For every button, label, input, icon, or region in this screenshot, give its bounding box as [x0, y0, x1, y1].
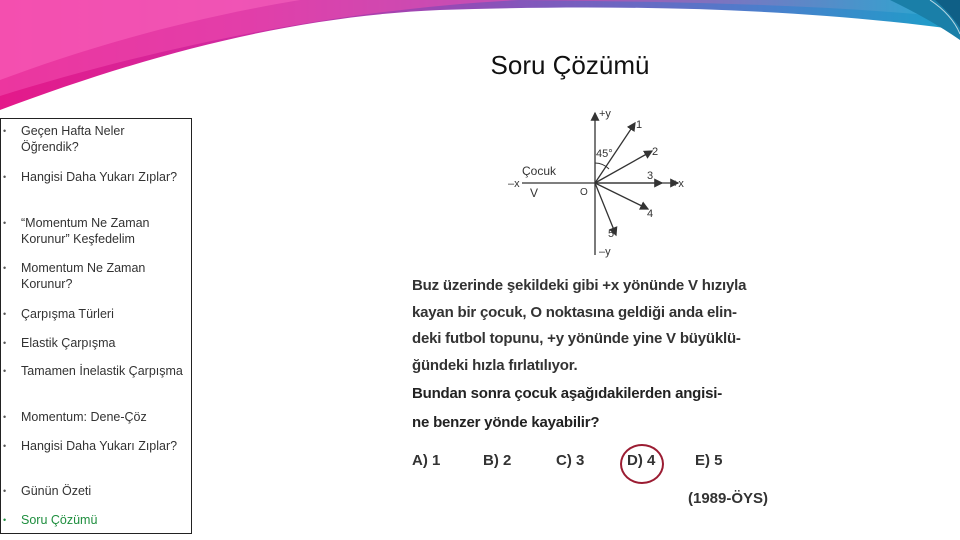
label-arrow-2: 2 [652, 146, 659, 158]
sidebar-item-label: Elastik Çarpışma [21, 336, 116, 350]
bullet-icon: • [3, 412, 7, 422]
label-minus-y: –y [599, 246, 611, 258]
question-line: deki futbol topunu, +y yönünde yine V büyüklü- [412, 330, 741, 347]
slide-title: Soru Çözümü [490, 50, 650, 80]
sidebar-item-hangisi-yukari[interactable] [3, 169, 184, 185]
question-line: kayan bir çocuk, O noktasına geldiği anda elin- [412, 303, 737, 321]
sidebar-item-label: Günün Özeti [21, 484, 92, 498]
sidebar-item-label: “Momentum Ne Zaman Korunur” Keşfedelim [21, 216, 150, 246]
bullet-icon: • [3, 366, 7, 376]
sidebar-item-elastik[interactable] [3, 335, 184, 351]
sidebar-item-label: Çarpışma Türleri [21, 307, 114, 321]
label-arrow-4: 4 [647, 208, 654, 220]
bullet-icon: • [3, 218, 7, 228]
sidebar-item-kesfedelim[interactable] [3, 215, 184, 247]
label-arrow-3: 3 [647, 170, 654, 182]
bullet-icon: • [3, 172, 7, 182]
option-c[interactable]: C) 3 [556, 452, 585, 469]
bullet-icon: • [3, 486, 7, 496]
option-d[interactable]: D) 4 [627, 452, 656, 469]
label-minus-x: –x [508, 178, 520, 190]
sidebar-item-gunun-ozeti[interactable] [3, 483, 184, 499]
sidebar-item-label: Momentum Ne Zaman Korunur? [21, 261, 146, 291]
label-plus-x: +x [672, 178, 684, 190]
option-a[interactable]: A) 1 [412, 452, 441, 469]
bullet-icon: • [3, 263, 7, 273]
question-line: Buz üzerinde şekildeki gibi +x yönünde V hızıyla [412, 277, 747, 294]
label-arrow-1: 1 [636, 119, 643, 131]
label-v: V [530, 186, 539, 200]
sidebar-item-label: Hangisi Daha Yukarı Zıplar? [21, 170, 178, 184]
label-angle: 45° [596, 148, 613, 160]
sidebar-item-momentum-korunur[interactable] [3, 260, 184, 292]
vector-diagram [500, 105, 700, 265]
question-source: (1989-ÖYS) [688, 490, 769, 507]
question-text [412, 273, 787, 436]
sidebar-item-hangisi-yukari-2[interactable] [3, 438, 184, 454]
sidebar-item-carpisma-turleri[interactable] [3, 306, 184, 322]
label-o: O [580, 187, 588, 198]
bullet-icon: • [3, 515, 7, 525]
label-plus-y: +y [599, 108, 611, 120]
sidebar-agenda [0, 118, 192, 534]
option-e[interactable]: E) 5 [695, 452, 723, 469]
sidebar-item-label: Momentum: Dene-Çöz [21, 410, 147, 424]
arrow-4 [595, 183, 648, 209]
sidebar-item-dene-coz[interactable] [3, 409, 184, 425]
question-line: ğündeki hızla fırlatılıyor. [412, 356, 578, 374]
label-cocuk: Çocuk [522, 164, 557, 178]
sidebar-item-label: Soru Çözümü [21, 513, 98, 527]
bullet-icon: • [3, 338, 7, 348]
sidebar-item-label: Tamamen İnelastik Çarpışma [21, 364, 183, 378]
sidebar-item-soru-cozumu[interactable] [3, 512, 184, 528]
sidebar-item-label: Geçen Hafta Neler Öğrendik? [21, 124, 125, 154]
sidebar-item-label: Hangisi Daha Yukarı Zıplar? [21, 439, 178, 453]
sidebar-item-gecen-hafta[interactable] [3, 123, 184, 155]
question-ask-line: Bundan sonra çocuk aşağıdakilerden angisi- [412, 385, 723, 402]
bullet-icon: • [3, 441, 7, 451]
answer-options [412, 452, 792, 478]
label-arrow-5: 5 [608, 228, 615, 240]
sidebar-item-inelastik[interactable] [3, 363, 184, 379]
option-b[interactable]: B) 2 [483, 452, 512, 469]
bullet-icon: • [3, 126, 7, 136]
question-ask-line: ne benzer yönde kayabilir? [412, 413, 600, 431]
selected-answer-circle [620, 444, 664, 484]
bullet-icon: • [3, 309, 7, 319]
